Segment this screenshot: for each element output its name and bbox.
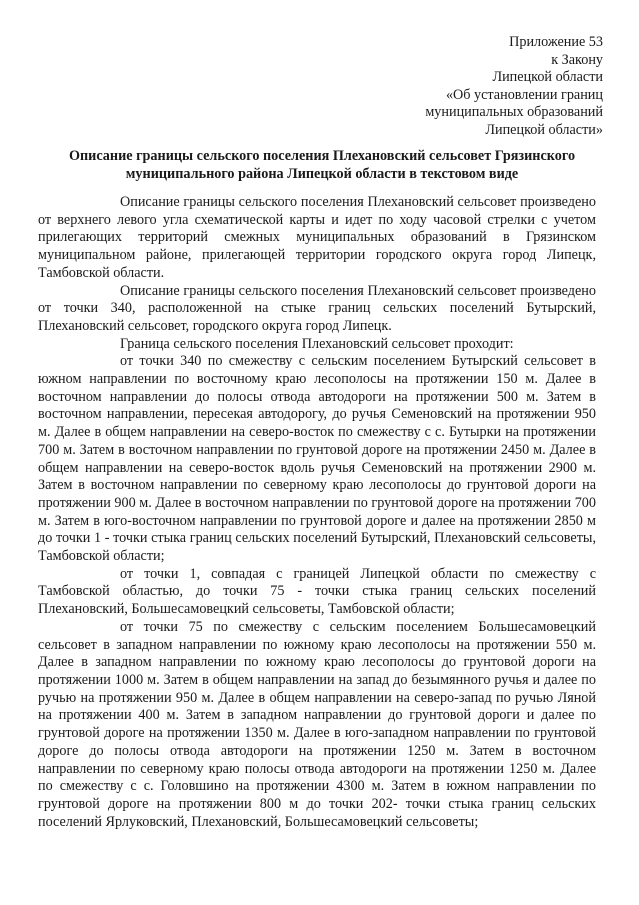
document-body: [38, 194, 596, 831]
appendix-line: Приложение 53: [509, 34, 603, 50]
appendix-line: муниципальных образований: [425, 104, 603, 121]
appendix-line: к Закону: [551, 51, 603, 68]
appendix-line: Липецкой области: [492, 69, 603, 86]
paragraph: Описание границы сельского поселения Плехановский сельсовет произведено от верхнего левого угла схематической карты и идет по ходу часовой стрелки с учетом прилегающих территорий смежных муниципальных образований в Грязинском муниципальном районе, прилегающей территории городского округа город Липецк, Тамбовской области.: [38, 194, 596, 281]
paragraph: от точки 340 по смежеству с сельским поселением Бутырский сельсовет в южном направлении по восточному краю лесополосы на протяжении 150 м. Далее в восточном направлении до полосы отвода автодороги на протяжении 500 м. Затем в восточном направлении, пересекая автодорогу, до ручья Семеновский на протяжении 950 м. Далее в общем направлении на северо-восток по смежеству с с. Бутырки на протяжении 700 м. Затем в восточном направлении по грунтовой дороге на протяжении 2450 м. Далее в общем направлении на северо-восток вдоль ручья Семеновский на протяжении 2900 м. Затем в восточном направлении по северному краю лесополосы до грунтовой дороги на протяжении 900 м. Далее в восточном направлении по грунтовой дороге на протяжении 700 м. Затем в юго-восточном направлении по грунтовой дороге и далее на протяжении 2850 м до точки 1 - точки стыка границ сельских поселений Бутырский, Плехановский сельсоветы, Тамбовской области;: [38, 353, 596, 565]
appendix-line: «Об установлении границ: [445, 86, 603, 103]
document-title: Описание границы сельского поселения Плехановский сельсовет Грязинского муниципального района Липецкой области в текстовом виде: [68, 148, 576, 182]
appendix-header: [425, 34, 603, 140]
paragraph: Граница сельского поселения Плехановский сельсовет проходит:: [120, 335, 514, 352]
paragraph: от точки 1, совпадая с границей Липецкой области по смежеству с Тамбовской областью, до точки 75 - точки стыка границ сельских поселений Плехановский, Большесамовецкий сельсоветы, Тамбовской области;: [38, 565, 596, 618]
appendix-line: Липецкой области»: [485, 121, 603, 138]
paragraph: от точки 75 по смежеству с сельским поселением Большесамовецкий сельсовет в западном направлении по южному краю лесополосы на протяжении 550 м. Далее в западном направлении по южному краю лесополосы до грунтовой дороги на протяжении 1000 м. Затем в общем направлении на запад до безымянного ручья и далее по ручью на протяжении 950 м. Далее в общем направлении на северо-запад по ручью Ляной на протяжении 400 м. Затем в западном направлении до грунтовой дороги и далее по грунтовой дороге на протяжении 1350 м. Далее в юго-западном направлении по грунтовой дороге до полосы отвода автодороги на протяжении 1250 м. Затем в восточном направлении по северному краю полосы отвода автодороги на протяжении 1250 м. Далее по смежеству с с. Головшино на протяжении 4300 м. Затем в южном направлении по грунтовой дороге на протяжении 800 м до точки 202- точки стыка границ сельских поселений Ярлуковский, Плехановский, Большесамовецкий сельсоветы;: [38, 618, 596, 830]
paragraph: Описание границы сельского поселения Плехановский сельсовет произведено от точки 340, расположенной на стыке границ сельских поселений Бутырский, Плехановский сельсовет, городского округа город Липецк.: [38, 282, 596, 334]
